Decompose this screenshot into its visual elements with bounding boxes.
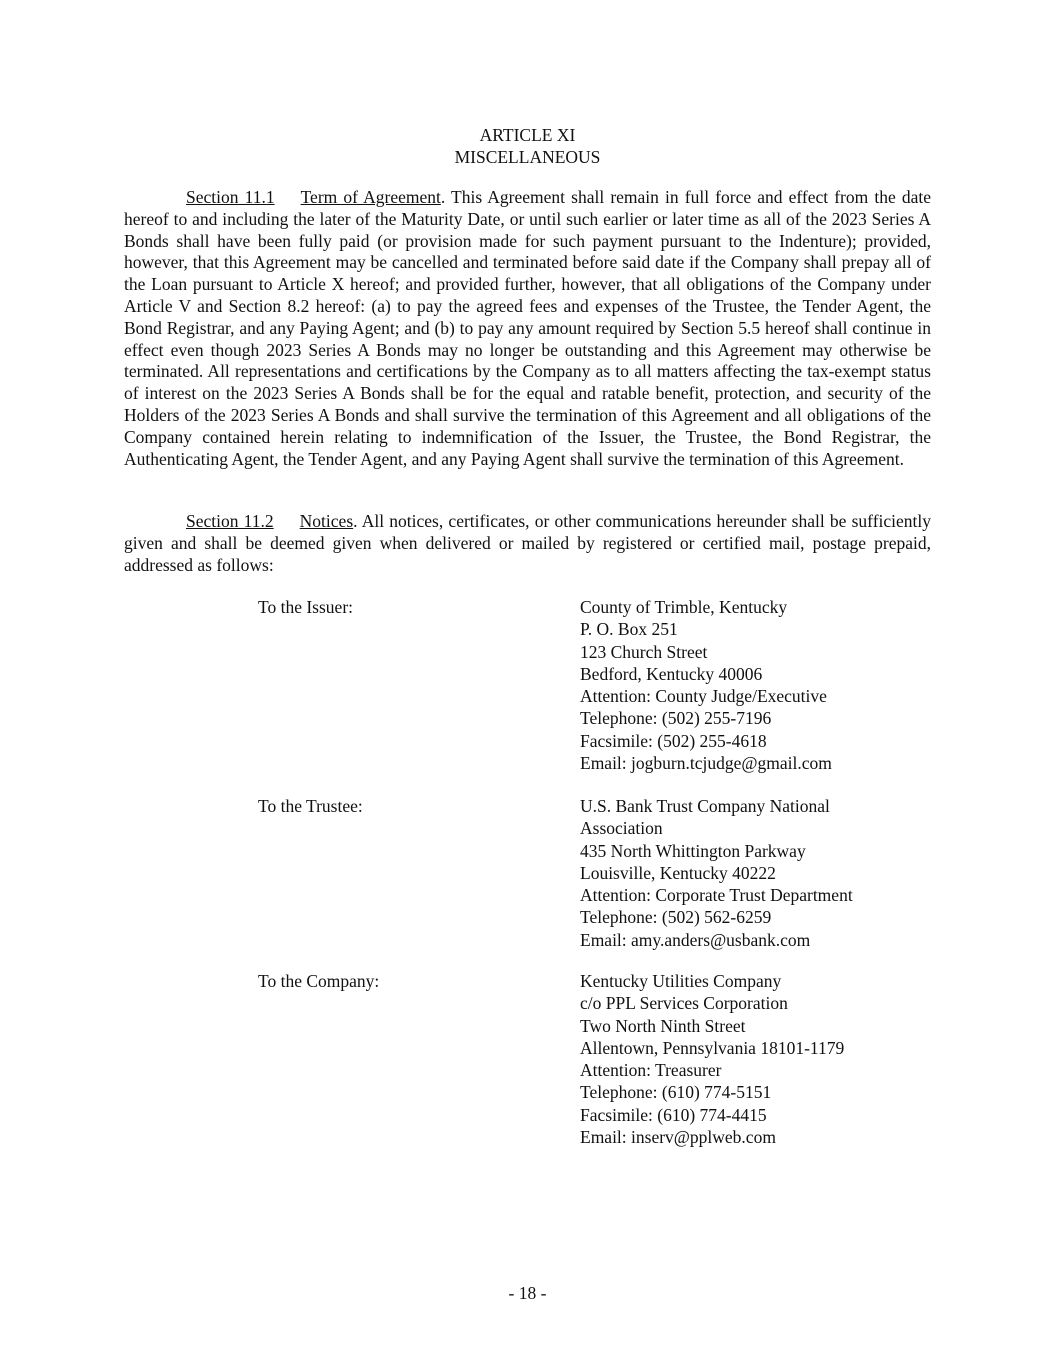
page-number: - 18 - [508,1283,547,1303]
address-line: Attention: Corporate Trust Department [580,885,853,906]
address-line: 435 North Whittington Parkway [580,840,806,861]
address-line: c/o PPL Services Corporation [580,993,788,1014]
address-line: Association [580,818,663,839]
address-line: P. O. Box 251 [580,619,678,640]
section-11-1-number: Section 11.1 [186,187,275,207]
notice-company-address [580,970,844,1148]
notice-trustee-address [580,795,853,951]
section-11-2-paragraph [124,511,931,576]
address-line: Attention: County Judge/Executive [580,686,827,707]
article-number: ARTICLE XI [479,125,576,145]
article-title: MISCELLANEOUS [454,147,601,167]
section-11-2-body: . All notices, certificates, or other communications hereunder shall be sufficiently given and shall be deemed given when delivered or mailed by registered or certified mail, postage prepaid, addressed as follows: [124,511,932,575]
address-line: Facsimile: (502) 255-4618 [580,730,767,751]
notice-issuer-address [580,596,832,774]
address-line: Email: amy.anders@usbank.com [580,929,811,950]
address-line: U.S. Bank Trust Company National [580,796,830,816]
address-line: Telephone: (610) 774-5151 [580,1082,772,1103]
address-line: Louisville, Kentucky 40222 [580,862,776,883]
notice-company-label: To the Company: [258,971,380,991]
notice-trustee-label: To the Trustee: [258,796,363,816]
address-line: Facsimile: (610) 774-4415 [580,1104,767,1125]
notice-issuer-label: To the Issuer: [258,597,354,617]
address-line: Two North Ninth Street [580,1015,746,1036]
address-line: 123 Church Street [580,641,708,662]
section-11-1-title: Term of Agreement [300,187,441,207]
address-line: Telephone: (502) 562-6259 [580,907,772,928]
address-line: County of Trimble, Kentucky [580,597,788,617]
section-11-1-paragraph [124,187,931,470]
section-11-1-body: . This Agreement shall remain in full force and effect from the date hereof to and including the later of the Maturity Date, or until such earlier or later time as all of the 2023 Series A Bonds shall have been fully paid (or provision made for such payment pursuant to the Indenture); provided, however, that this Agreement may be cancelled and terminated before said date if the Company shall prepay all of the Loan pursuant to Article X hereof; and provided further, however, that all obligations of the Company under Article V and Section 8.2 hereof: (a) to pay the agreed fees and expenses of the Trustee, the Tender Agent, the Bond Registrar, and any Paying Agent; and (b) to pay any amount required by Section 5.5 hereof shall continue in effect even though 2023 Series A Bonds may no longer be outstanding and this Agreement may otherwise be terminated. All representations and certifications by the Company as to all matters affecting the tax-exempt status of interest on the 2023 Series A Bonds shall be for the equal and ratable benefit, protection, and security of the Holders of the 2023 Series A Bonds and shall survive the termination of this Agreement and all obligations of the Company contained herein relating to indemnification of the Issuer, the Trustee, the Bond Registrar, the Authenticating Agent, the Tender Agent, and any Paying Agent shall survive the termination of this Agreement. [124,187,931,469]
address-line: Kentucky Utilities Company [580,971,782,991]
address-line: Bedford, Kentucky 40006 [580,663,763,684]
address-line: Email: jogburn.tcjudge@gmail.com [580,753,832,774]
section-11-2-number: Section 11.2 [186,511,274,531]
section-11-2-title: Notices [299,511,354,531]
address-line: Allentown, Pennsylvania 18101-1179 [580,1037,845,1058]
address-line: Telephone: (502) 255-7196 [580,708,772,729]
address-line: Attention: Treasurer [580,1060,722,1081]
address-line: Email: inserv@pplweb.com [580,1127,776,1148]
